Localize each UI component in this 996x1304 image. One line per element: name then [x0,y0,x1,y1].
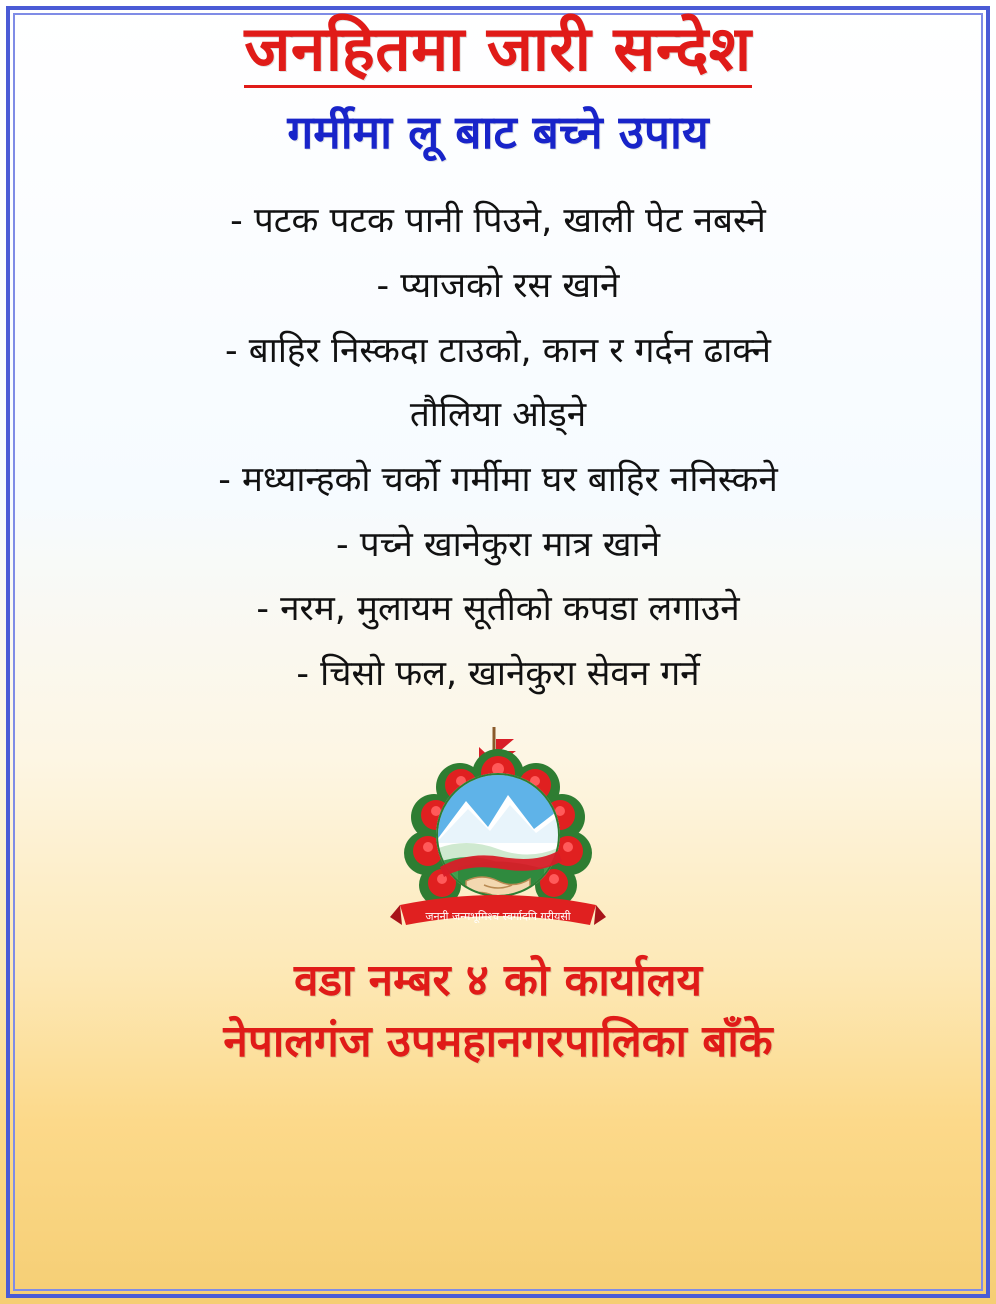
title-main-wrap [26,14,970,88]
list-item: - पटक पटक पानी पिउने, खाली पेट नबस्ने [230,201,766,242]
tips-list [26,193,970,703]
office-name: वडा नम्बर ४ को कार्यालय [293,954,703,1006]
poster-footer [26,955,970,1069]
list-item: - प्याजको रस खाने [376,266,620,307]
page-title: जनहितमा जारी सन्देश [244,14,751,88]
emblem-container [26,717,970,947]
list-item-continuation: तौलिया ओड्ने [409,395,587,436]
nepal-national-emblem-icon [348,717,648,947]
emblem-motto-text: जननी जन्मभूमिश्च स्वर्गादपि गरीयसी [425,909,571,923]
list-item: - बाहिर निस्कदा टाउको, कान र गर्दन ढाक्ने [225,330,771,371]
list-item: - मध्यान्हको चर्को गर्मीमा घर बाहिर ननिस्कने [218,460,778,501]
municipality-name: नेपालगंज उपमहानगरपालिका बाँके [223,1015,773,1067]
list-item: - पच्ने खानेकुरा मात्र खाने [335,524,661,565]
list-item: - चिसो फल, खानेकुरा सेवन गर्ने [296,654,700,695]
page-subtitle: गर्मीमा लू बाट बच्ने उपाय [287,105,709,160]
list-item: - नरम, मुलायम सूतीको कपडा लगाउने [256,589,740,630]
emblem-motto-banner [390,895,606,925]
